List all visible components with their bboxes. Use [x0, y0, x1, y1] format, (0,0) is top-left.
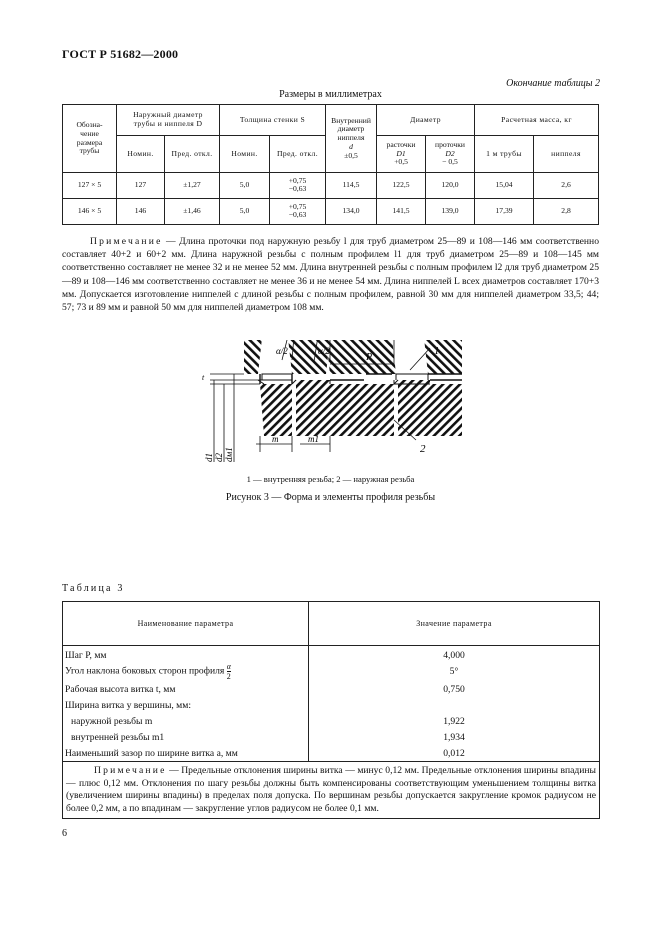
- cell-groove: 139,0: [426, 199, 475, 225]
- label-m: m: [272, 434, 279, 444]
- table-3: [62, 601, 600, 819]
- table-2: [62, 104, 599, 225]
- cell-parameter-name: внутренней резьбы m1: [63, 730, 309, 746]
- header-nominal: Номин.: [220, 136, 270, 173]
- header-bore: расточки D1 +0,5: [377, 136, 426, 173]
- label-t: t: [202, 373, 205, 382]
- cell-outer-diameter: 146: [117, 199, 165, 225]
- dimensions-note: Размеры в миллиметрах: [279, 89, 382, 100]
- cell-parameter-value: 4,000: [309, 646, 600, 662]
- header-inner-diameter: Внутренний диаметр ниппеля d ±0,5: [326, 105, 377, 173]
- thread-profile-figure: [180, 340, 480, 475]
- table-row: [63, 698, 600, 714]
- table-row: [63, 714, 600, 730]
- page-number: 6: [62, 828, 67, 839]
- cell-parameter-value: 0,750: [309, 682, 600, 698]
- table-3-note: Примечание — Предельные отклонения ширины витка — минус 0,12 мм. Предельные отклонения ширины впадины — плюс 0,12 мм. Отклонения по шагу резьбы должны быть компенсированы соответствующим уменьшением толщины витка (увеличением ширины впадины) в пределах поля допуска. По вершинам резьбы допускается закругление кромок радиусом не более 0,2 мм, а по впадинам — закругление углов радиусом не более 0,1 мм.: [63, 762, 600, 819]
- label-pitch: P: [366, 352, 373, 363]
- header-wall-thickness: Толщина стенки S: [220, 105, 326, 136]
- table-row: [63, 730, 600, 746]
- cell-parameter-value: 0,012: [309, 746, 600, 762]
- cell-bore: 122,5: [377, 173, 426, 199]
- label-half-angle-right: α/2: [318, 346, 330, 356]
- table-continuation-note: Окончание таблицы 2: [506, 78, 600, 89]
- cell-mass-nipple: 2,8: [534, 199, 599, 225]
- table-3-title: Таблица 3: [62, 583, 125, 594]
- figure-caption: Рисунок 3 — Форма и элементы профиля резьбы: [225, 492, 436, 503]
- cell-outer-deviation: ±1,46: [165, 199, 220, 225]
- cell-wall: 5,0: [220, 173, 270, 199]
- header-diameter: Диаметр: [377, 105, 475, 136]
- cell-parameter-name: Угол наклона боковых сторон профиля $\frac{\alpha}{2}$: [63, 662, 309, 682]
- cell-wall-deviation: +0,75 −0,63: [270, 173, 326, 199]
- cell-groove: 120,0: [426, 173, 475, 199]
- header-mass-nipple: ниппеля: [534, 136, 599, 173]
- cell-mass-pipe: 17,39: [475, 199, 534, 225]
- document-header: ГОСТ Р 51682—2000: [62, 47, 179, 61]
- alpha-half-fraction: $\frac{\alpha}{2}$: [226, 662, 231, 681]
- cell-parameter-value: 5°: [309, 662, 600, 682]
- thread-profile-drawing: [180, 340, 480, 470]
- header-nominal: Номин.: [117, 136, 165, 173]
- cell-parameter-name: наружной резьбы m: [63, 714, 309, 730]
- label-half-angle-left: α/2: [276, 346, 288, 356]
- table-row: [63, 682, 600, 698]
- header-deviation: Пред. откл.: [165, 136, 220, 173]
- label-external-thread: 2: [420, 443, 426, 455]
- cell-mass-pipe: 15,04: [475, 173, 534, 199]
- cell-wall: 5,0: [220, 199, 270, 225]
- cell-wall-deviation: +0,75 −0,63: [270, 199, 326, 225]
- cell-parameter-value: [309, 698, 600, 714]
- table-row: [63, 746, 600, 762]
- cell-parameter-name: Рабочая высота витка t, мм: [63, 682, 309, 698]
- cell-parameter-name: Ширина витка у вершины, мм:: [63, 698, 309, 714]
- header-parameter-name: Наименование параметра: [63, 602, 309, 646]
- label-dm1: dм1: [224, 447, 234, 462]
- cell-inner-diameter: 134,0: [326, 199, 377, 225]
- cell-outer-deviation: ±1,27: [165, 173, 220, 199]
- header-outer-diameter: Наружный диаметр трубы и ниппеля D: [117, 105, 220, 136]
- cell-outer-diameter: 127: [117, 173, 165, 199]
- label-m1: m1: [308, 434, 319, 444]
- table-row: [63, 173, 599, 199]
- header-mass: Расчетная масса, кг: [475, 105, 599, 136]
- label-d2: d2: [214, 453, 224, 462]
- cell-inner-diameter: 114,5: [326, 173, 377, 199]
- label-internal-thread: 1: [434, 345, 440, 357]
- cell-size: 127 × 5: [63, 173, 117, 199]
- cell-mass-nipple: 2,6: [534, 173, 599, 199]
- table-2-note: Примечание — Длина проточки под наружную резьбу l для труб диаметром 25—89 и 108—146 мм соответственно составляет 40+2 и 60+2 мм. Длина наружной резьбы с полным профилем l1 для труб диаметром 25—89 и 108—145 мм соответственно составляет не менее 32 и не менее 52 мм. Длина внутренней резьбы с полным профилем l2 для труб диаметром 25—89 и 108—146 мм соответственно составляет не менее 36 и не менее 54 мм. Длина ниппелей L всех диаметров составляет 170+3 мм. Допускается изготовление ниппелей с длиной резьбы с полным профилем, равной 30 мм для ниппелей диаметром 33,5; 44; 57; 73 и 89 мм и равной 50 мм для ниппелей диаметром 108 мм.: [62, 236, 599, 314]
- cell-size: 146 × 5: [63, 199, 117, 225]
- figure-legend: 1 — внутренняя резьба; 2 — наружная резьба: [246, 474, 415, 484]
- header-pipe-size: Обозна- чение размера трубы: [63, 105, 117, 173]
- cell-parameter-value: 1,934: [309, 730, 600, 746]
- cell-parameter-name: Наименьший зазор по ширине витка a, мм: [63, 746, 309, 762]
- cell-parameter-name: Шаг P, мм: [63, 646, 309, 662]
- table-3-note-row: [63, 762, 600, 819]
- label-d1: d1: [204, 453, 214, 462]
- header-parameter-value: Значение параметра: [309, 602, 600, 646]
- header-groove: проточки D2 − 0,5: [426, 136, 475, 173]
- table-row: [63, 662, 600, 682]
- header-mass-pipe: 1 м трубы: [475, 136, 534, 173]
- cell-parameter-value: 1,922: [309, 714, 600, 730]
- table-row: [63, 199, 599, 225]
- header-deviation: Пред. откл.: [270, 136, 326, 173]
- table-row: [63, 646, 600, 662]
- cell-bore: 141,5: [377, 199, 426, 225]
